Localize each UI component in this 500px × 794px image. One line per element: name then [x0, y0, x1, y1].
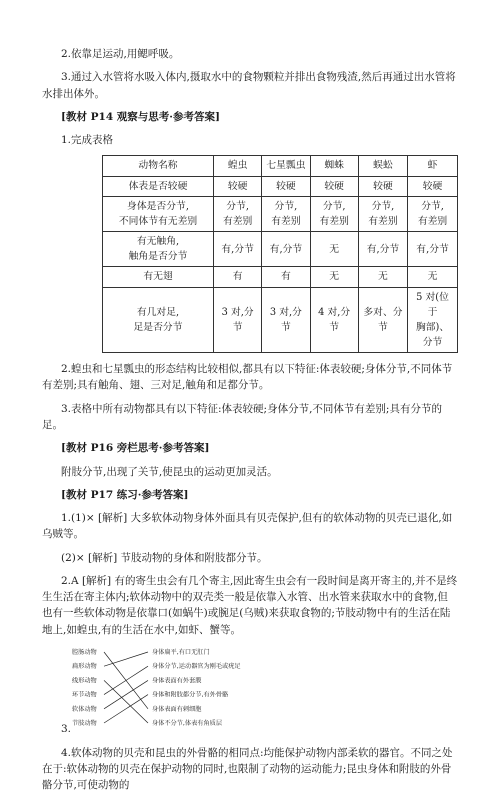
match-left-label: 环节动物	[72, 691, 97, 699]
table-cell	[262, 287, 310, 353]
table-header-row	[103, 156, 458, 176]
match-left-label: 扁形动物	[72, 663, 97, 671]
match-left-label: 腔肠动物	[72, 648, 97, 656]
table-cell	[214, 196, 262, 231]
table-header-cell: 蜘蛛	[310, 156, 358, 176]
table-cell	[262, 232, 310, 267]
table-cell	[408, 176, 458, 196]
table-cell	[262, 267, 310, 287]
table-cell	[262, 176, 310, 196]
cell-text: 有差别	[417, 215, 448, 227]
match-left-label: 节肢动物	[72, 719, 97, 727]
table-row-label	[103, 176, 214, 196]
text-line: 附肢分节,出现了关节,使昆虫的运动更加灵活。	[61, 465, 278, 478]
match-left-label: 软体动物	[72, 705, 97, 713]
answer-line: 2.A [解析] 有的寄生虫会有几个寄主,因此寄生虫会有一段时间是离开寄主的,并不是终生生活在寄主体内;软体动物中的双壳类一般是依靠入水管、出水管来获取水中的食物,但也有一些软体动物是依靠口(如蜗牛)或腕足(乌贼)来获取食物的;节肢动物中有的生活在陆地上,如蝗虫,有的生活在水中,如虾、蟹等。	[42, 574, 458, 636]
cell-text: 足是否分节	[133, 321, 183, 333]
match-right-label: 身体扁平,有口无肛门	[152, 648, 210, 656]
text-line: 3.表格中所有动物都具有以下特征:体表较硬;身体分节,不同体节有差别;具有分节的足。	[42, 402, 442, 432]
table-row	[103, 196, 458, 231]
text-line: 1.完成表格	[61, 134, 114, 147]
table-header-cell: 动物名称	[103, 156, 214, 176]
table-cell	[310, 287, 358, 353]
table-cell	[408, 287, 458, 353]
text-line: 2.依靠足运动,用鳃呼吸。	[61, 48, 180, 60]
match-right-label: 身体表面有刺细胞	[152, 705, 202, 713]
cell-text: 较硬	[276, 180, 296, 192]
match-right-label: 身体表面有外套膜	[152, 677, 202, 685]
cell-text: 有,分节	[269, 243, 303, 255]
cell-text: 3 对,分节	[221, 306, 254, 333]
cell-text: 胸部)、分节	[415, 321, 450, 349]
cell-text: 4 对,分节	[318, 306, 351, 333]
table-cell	[358, 196, 407, 231]
cell-text: 分节,	[226, 200, 249, 212]
cell-text: 有,分节	[366, 243, 400, 255]
cell-text: 较硬	[227, 180, 248, 192]
cell-text: 有无翅	[143, 271, 173, 283]
cell-text: 身体是否分节,	[127, 200, 189, 212]
answer-line: (2)× [解析] 节肢动物的身体和附肢都分节。	[61, 551, 268, 564]
cell-text: 有差别	[368, 215, 398, 227]
table-row-label	[103, 287, 214, 353]
cell-text: 无	[427, 271, 438, 283]
match-line	[104, 666, 148, 694]
text-line: 3.通过入水管将水吸入体内,摄取水中的食物颗粒并排出食物残渣,然后再通过出水管将水排出体外。	[42, 71, 456, 100]
cell-text: 不同体节有无差别	[118, 215, 198, 227]
section-heading: [教材 P17 练习·参考答案]	[61, 488, 189, 501]
text-line: 2.蝗虫和七星瓢虫的形态结构比较相似,都具有以下特征:体表较硬;身体分节,不同体节有差别;具有触角、翅、三对足,触角和足都分节。	[42, 363, 453, 392]
table-cell	[310, 267, 358, 287]
cell-text: 分节,	[322, 200, 346, 212]
cell-text: 有	[232, 271, 243, 283]
cell-text: 分节,	[421, 200, 444, 212]
table-row	[103, 232, 458, 267]
table-header-cell: 七星瓢虫	[262, 156, 310, 176]
matching-figure	[42, 645, 458, 737]
table-row-label	[103, 196, 214, 231]
match-right-label: 身体不分节,体表有角质层	[152, 719, 223, 727]
cell-text: 较硬	[422, 180, 443, 192]
table-cell	[358, 287, 407, 353]
table-cell	[408, 232, 458, 267]
table-row	[103, 176, 458, 196]
table-cell	[310, 196, 358, 231]
table-row-label	[103, 232, 214, 267]
table-cell	[310, 232, 358, 267]
section-heading: [教材 P16 旁栏思考·参考答案]	[61, 442, 210, 455]
cell-text: 5 对(位于	[416, 291, 449, 318]
table-cell	[214, 176, 262, 196]
cell-text: 有无触角,	[136, 236, 180, 248]
match-line	[104, 680, 148, 708]
cell-text: 有差别	[271, 215, 301, 227]
match-right-label: 身体分节,运动器官为刚毛或疣足	[152, 663, 241, 671]
cell-text: 触角是否分节	[128, 251, 188, 263]
table-row-label	[103, 267, 214, 287]
cell-text: 无	[329, 271, 340, 283]
table-cell	[358, 232, 407, 267]
table-cell	[214, 232, 262, 267]
table-cell	[262, 196, 310, 231]
cell-text: 有差别	[222, 215, 253, 227]
table-cell	[214, 287, 262, 353]
table-cell	[214, 267, 262, 287]
cell-text: 有差别	[319, 215, 349, 227]
cell-text: 体表是否较硬	[128, 180, 188, 192]
matching-diagram	[68, 645, 258, 737]
answer-line: 4.软体动物的贝壳和昆虫的外骨骼的相同点:均能保护动物内部柔软的器官。不同之处在于:软体动物的贝壳在保护动物的同时,也限制了动物的运动能力;昆虫身体和附肢的外骨骼分节,可使动物的	[42, 746, 453, 792]
cell-text: 无	[329, 243, 340, 255]
table-row	[103, 287, 458, 353]
match-line	[104, 695, 148, 723]
match-left-label: 线形动物	[72, 677, 97, 685]
question-number: 3.	[61, 722, 72, 735]
table-row	[103, 267, 458, 287]
cell-text: 有,分节	[221, 243, 254, 255]
table-cell	[310, 176, 358, 196]
answer-line: 1.(1)× [解析] 大多软体动物身体外面具有贝壳保护,但有的软体动物的贝壳已退化,如乌贼等。	[42, 512, 453, 541]
table-cell	[408, 267, 458, 287]
cell-text: 有几对足,	[136, 306, 180, 318]
table-cell	[358, 176, 407, 196]
cell-text: 分节,	[371, 200, 395, 212]
table-cell	[358, 267, 407, 287]
cell-text: 无	[378, 271, 388, 283]
cell-text: 有	[281, 271, 291, 283]
cell-text: 有,分节	[416, 243, 449, 255]
cell-text: 3 对,分节	[269, 306, 302, 333]
table-header-cell: 虾	[408, 156, 458, 176]
cell-text: 较硬	[324, 180, 344, 192]
match-right-label: 身体和附肢都分节,有外骨骼	[152, 691, 229, 699]
table-cell	[408, 196, 458, 231]
cell-text: 多对、分节	[363, 306, 403, 333]
table-header-cell: 蜈蚣	[358, 156, 407, 176]
cell-text: 分节,	[274, 200, 298, 212]
cell-text: 较硬	[373, 180, 393, 192]
table-header-cell: 蝗虫	[214, 156, 262, 176]
section-heading: [教材 P14 观察与思考·参考答案]	[61, 110, 220, 123]
match-line	[104, 652, 148, 666]
match-line	[104, 680, 148, 723]
animal-comparison-table	[102, 155, 458, 353]
